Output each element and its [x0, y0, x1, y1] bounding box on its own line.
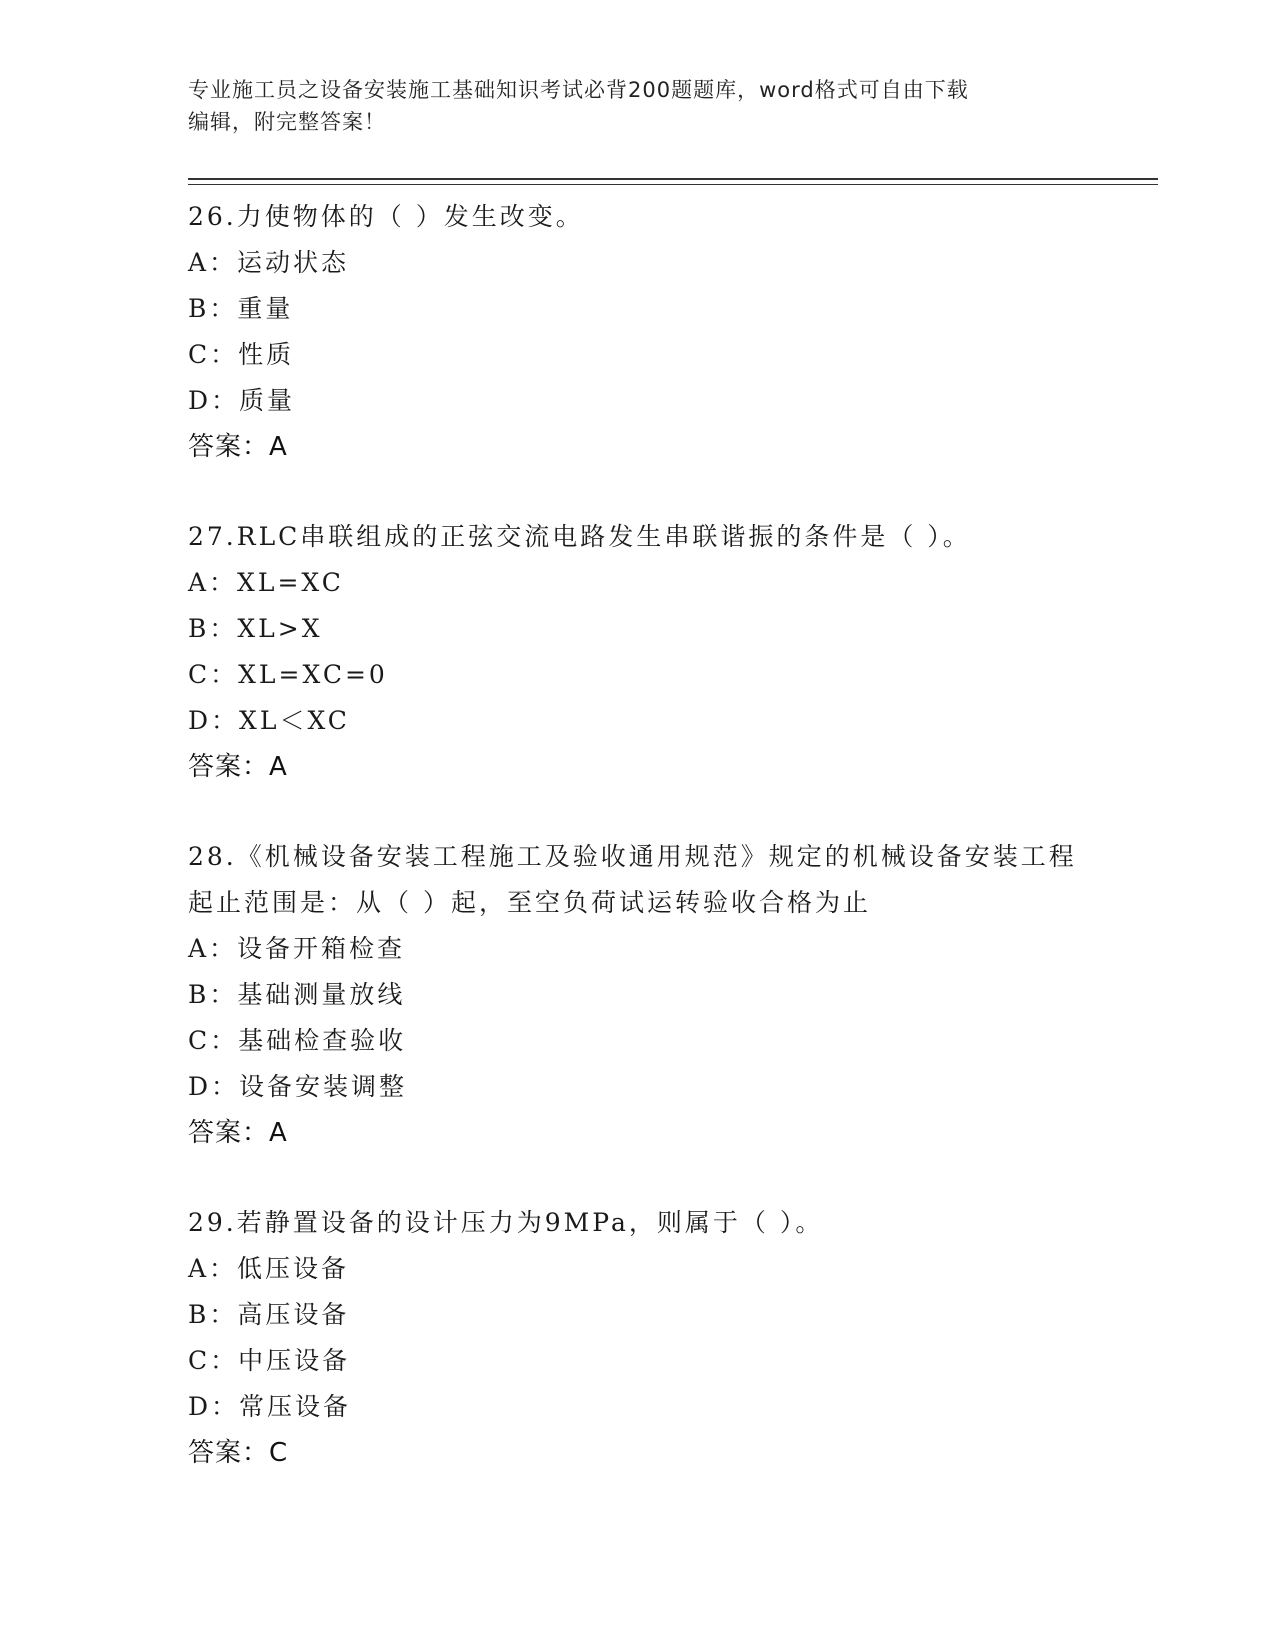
header-line-1: 专业施工员之设备安装施工基础知识考试必背200题题库，word格式可自由下载: [188, 78, 969, 102]
option-b: B：重量: [188, 294, 294, 323]
question-27: [188, 514, 1088, 790]
header-divider-thick: [188, 178, 1158, 180]
option-a: A：运动状态: [188, 248, 350, 277]
option-c: C：XL=XC=0: [188, 660, 388, 689]
header-line-2: 编辑，附完整答案！: [188, 110, 386, 134]
answer-label: 答案：A: [188, 752, 288, 782]
option-b: B：高压设备: [188, 1300, 350, 1329]
option-c: C：性质: [188, 340, 295, 369]
option-b: B：基础测量放线: [188, 980, 406, 1009]
question-26: [188, 194, 1088, 470]
option-d: D：常压设备: [188, 1392, 352, 1421]
option-a: A：低压设备: [188, 1254, 350, 1283]
option-c: C：基础检查验收: [188, 1026, 407, 1055]
option-a: A：设备开箱检查: [188, 934, 406, 963]
answer-label: 答案：C: [188, 1438, 289, 1468]
question-stem: 28.《机械设备安装工程施工及验收通用规范》规定的机械设备安装工程起止范围是：从（ ）起，至空负荷试运转验收合格为止: [188, 842, 1077, 917]
option-b: B：XL>X: [188, 614, 323, 643]
option-d: D：质量: [188, 386, 296, 415]
question-stem: 27.RLC串联组成的正弦交流电路发生串联谐振的条件是（ ）。: [188, 522, 971, 551]
answer-label: 答案：A: [188, 1118, 288, 1148]
document-header: [188, 74, 1078, 138]
header-divider-thin: [188, 184, 1158, 185]
option-c: C：中压设备: [188, 1346, 351, 1375]
question-stem: 26.力使物体的（ ）发生改变。: [188, 202, 584, 231]
answer-label: 答案：A: [188, 432, 288, 462]
question-28: [188, 834, 1088, 1156]
option-a: A：XL=XC: [188, 568, 344, 597]
question-29: [188, 1200, 1088, 1476]
option-d: D：设备安装调整: [188, 1072, 408, 1101]
option-d: D：XL＜XC: [188, 706, 350, 735]
question-stem: 29.若静置设备的设计压力为9MPa，则属于（ ）。: [188, 1208, 824, 1237]
